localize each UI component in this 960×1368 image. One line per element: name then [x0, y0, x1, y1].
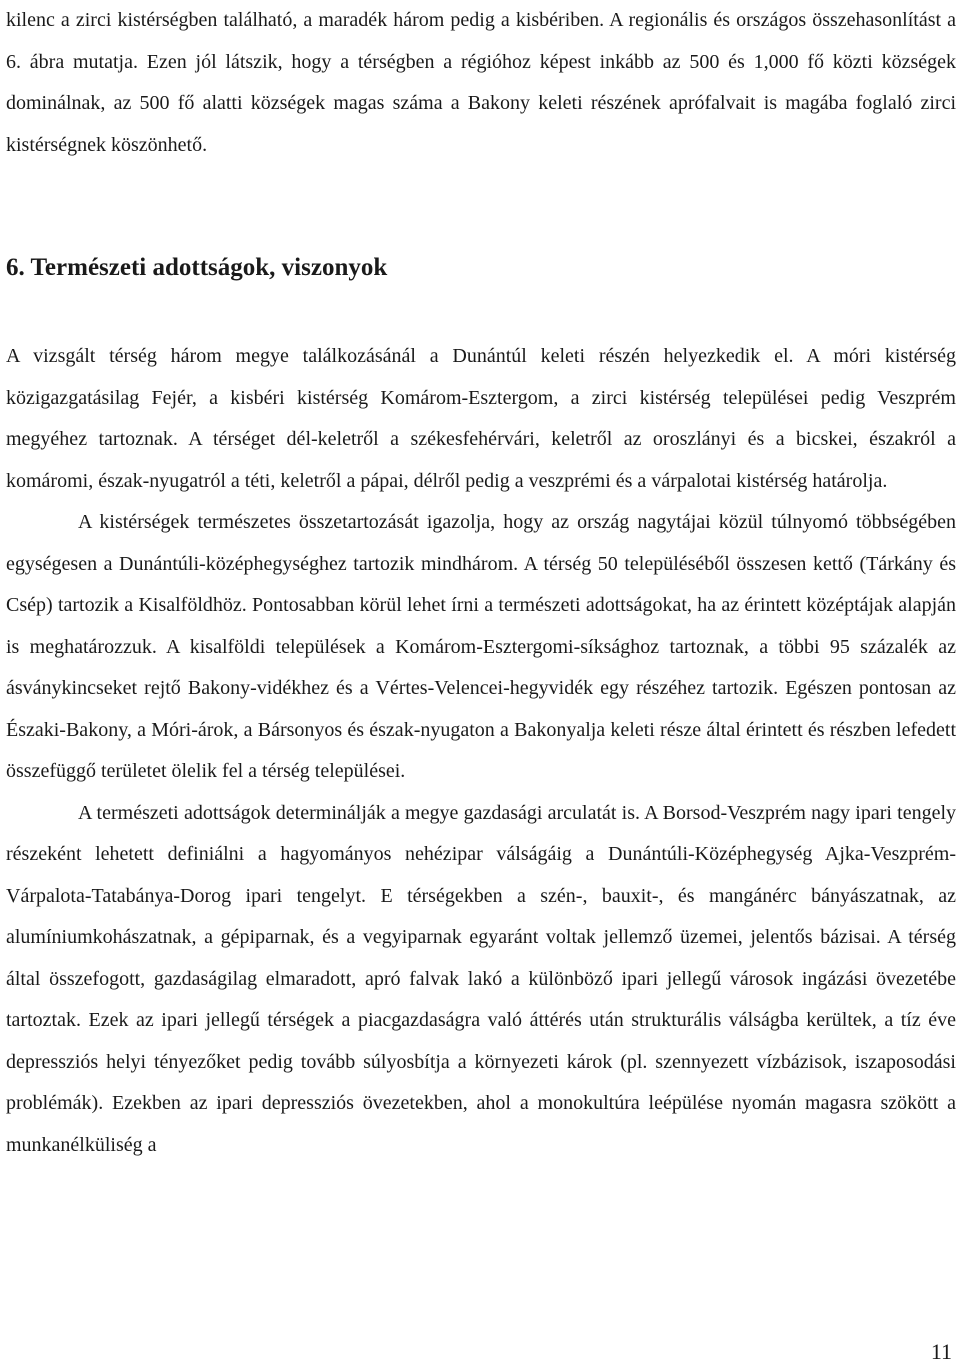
- page-number: 11: [930, 1339, 952, 1364]
- intro-block: [6, 0, 956, 166]
- paragraph-landscape: A kistérségek természetes összetartozását igazolja, hogy az ország nagytájai közül túlnyomó többségében egységesen a Dunántúli-középhegységhez tartozik mindhárom. A térség 50 településéből összesen kettő (Tárkány és Csép) tartozik a Kisalföldhöz. Pontosabban körül lehet írni a természeti adottságokat, ha az érintett középtájak alapján is meghatározzuk. A kisalföldi települések a Komárom-Esztergomi-síksághoz tartoznak, a többi 95 százalék az ásványkincseket rejtő Bakony-vidékhez és a Vértes-Velencei-hegyvidék egy részéhez tartozik. Egészen pontosan az Északi-Bakony, a Móri-árok, a Bársonyos és észak-nyugaton a Bakonyalja keleti része által érintett és részben lefedett összefüggő területet ölelik fel a térség települései.: [6, 511, 956, 782]
- paragraph-economy: A természeti adottságok determinálják a megye gazdasági arculatát is. A Borsod-Veszprém nagy ipari tengely részeként lehetett definiálni a hagyományos nehézipar válságáig a Dunántúli-Középhegység Ajka-Veszprém-Várpalota-Tatabánya-Dorog ipari tengelyt. E térségekben a szén-, bauxit-, és mangánérc bányászatnak, az alumíniumkohászatnak, a gépiparnak, és a vegyiparnak egyaránt voltak jellemző üzemei, jelentős bázisai. A térség által összefogott, gazdaságilag elmaradott, apró falvak lakó a különböző ipari jellegű városok ingázási övezetébe tartoztak. Ezek az ipari jellegű térségek a piacgazdaságra való áttérés után strukturális válságba kerültek, a tíz éve depressziós helyi tényezőket pedig tovább súlyosbítja a környezeti károk (pl. szennyezett vízbázisok, iszaposodási problémák). Ezekben az ipari depressziós övezetekben, ahol a monokultúra leépülése nyomán magasra szökött a munkanélküliség a: [6, 801, 956, 1156]
- paragraph-location: A vizsgált térség három megye találkozásánál a Dunántúl keleti részén helyezkedik el. A móri kistérség közigazgatásilag Fejér, a kisbéri kistérség Komárom-Esztergom, a zirci kistérség települései pedig Veszprém megyéhez tartoznak. A térséget dél-keletről a székesfehérvári, keletről az oroszlányi és a bicskei, északról a komáromi, észak-nyugatról a téti, keletről a pápai, délről pedig a veszprémi és a várpalotai kistérség határolja.: [6, 345, 956, 492]
- section-body: [6, 336, 956, 1166]
- section-heading: 6. Természeti adottságok, viszonyok: [6, 254, 388, 281]
- intro-paragraph: kilenc a zirci kistérségben található, a maradék három pedig a kisbériben. A regionális és országos összehasonlítást a 6. ábra mutatja. Ezen jól látszik, hogy a térségben a régióhoz képest inkább az 500 és 1,000 fő közti községek dominálnak, az 500 fő alatti községek magas száma a Bakony keleti részének aprófalvait is magába foglaló zirci kistérségnek köszönhető.: [6, 9, 956, 156]
